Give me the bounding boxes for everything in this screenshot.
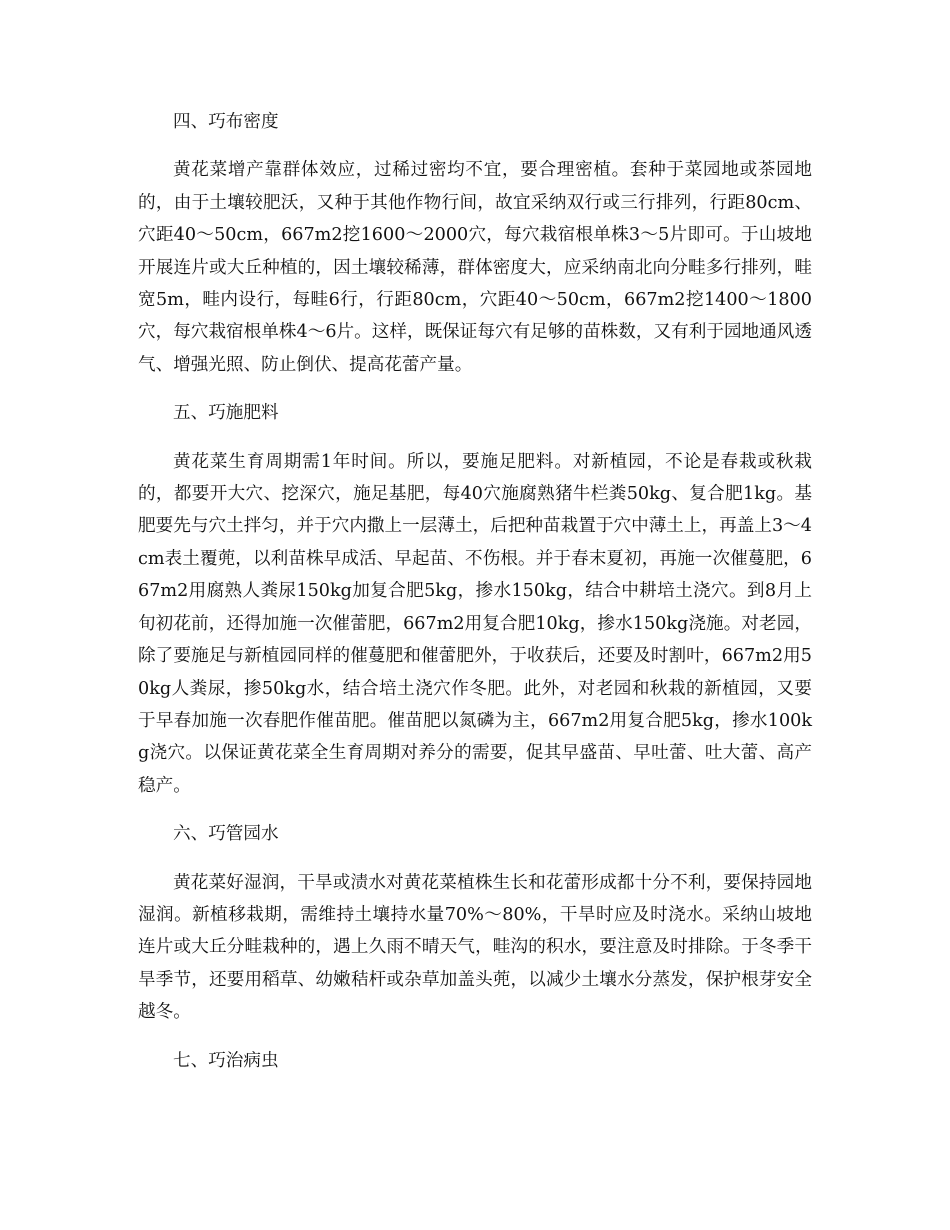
- section-paragraph-water: 黄花菜好湿润，干旱或渍水对黄花菜植株生长和花蕾形成都十分不利，要保持园地湿润。新植移栽期，需维持土壤持水量70%～80%，干旱时应及时浇水。采纳山坡地连片或大丘分畦栽种的，遇上久雨不晴天气，畦沟的积水，要注意及时排除。于冬季干旱季节，还要用稻草、幼嫩秸杆或杂草加盖头蔸，以减少土壤水分蒸发，保护根芽安全越冬。: [138, 872, 812, 1023]
- section-heading-pests: 七、巧治病虫: [173, 1050, 279, 1071]
- spacer: [138, 851, 812, 867]
- section-heading-density: 四、巧布密度: [173, 112, 279, 132]
- section-paragraph-fertilizer: 黄花菜生育周期需1年时间。所以，要施足肥料。对新植园，不论是春栽或秋栽的，都要开大穴、挖深穴，施足基肥，每40穴施腐熟猪牛栏粪50kg、复合肥1kg。基肥要先与穴土拌匀，并于穴内撒上一层薄土，后把种苗栽置于穴中薄土上，再盖上3～4cm表土覆蔸，以利苗株早成活、早起苗、不伤根。并于春末夏初，再施一次催蔓肥，667m2用腐熟人粪尿150kg加复合肥5kg，掺水150kg，结合中耕培土浇穴。到8月上旬初花前，还得加施一次催蕾肥，667m2用复合肥10kg，掺水150kg浇施。对老园，除了要施足与新植园同样的催蔓肥和催蕾肥外，于收获后，还要及时割叶，667m2用50kg人粪尿，掺50kg水，结合培土浇穴作冬肥。此外，对老园和秋栽的新植园，又要于早春加施一次春肥作催苗肥。催苗肥以氮磷为主，667m2用复合肥5kg，掺水100kg浇穴。以保证黄花菜全生育周期对养分的需要，促其早盛苗、早吐蕾、吐大蕾、高产稳产。: [138, 451, 812, 796]
- section-heading-fertilizer: 五、巧施肥料: [173, 403, 279, 424]
- document-body: [138, 106, 812, 1077]
- section-paragraph-density: 黄花菜增产靠群体效应，过稀过密均不宜，要合理密植。套种于菜园地或茶园地的，由于土壤较肥沃，又种于其他作物行间，故宜采纳双行或三行排列，行距80cm、穴距40～50cm，667m2挖1600～2000穴，每穴栽宿根单株3～5片即可。于山坡地开展连片或大丘种植的，因土壤较稀薄，群体密度大，应采纳南北向分畦多行排列，畦宽5m，畦内设行，每畦6行，行距80cm，穴距40～50cm，667m2挖1400～1800穴，每穴栽宿根单株4～6片。这样，既保证每穴有足够的苗株数，又有利于园地通风透气、增强光照、防止倒伏、提高花蕾产量。: [138, 160, 812, 375]
- spacer: [138, 802, 812, 818]
- section-heading-water: 六、巧管园水: [173, 824, 279, 845]
- spacer: [138, 138, 812, 154]
- spacer: [138, 1029, 812, 1045]
- spacer: [138, 381, 812, 397]
- spacer: [138, 430, 812, 446]
